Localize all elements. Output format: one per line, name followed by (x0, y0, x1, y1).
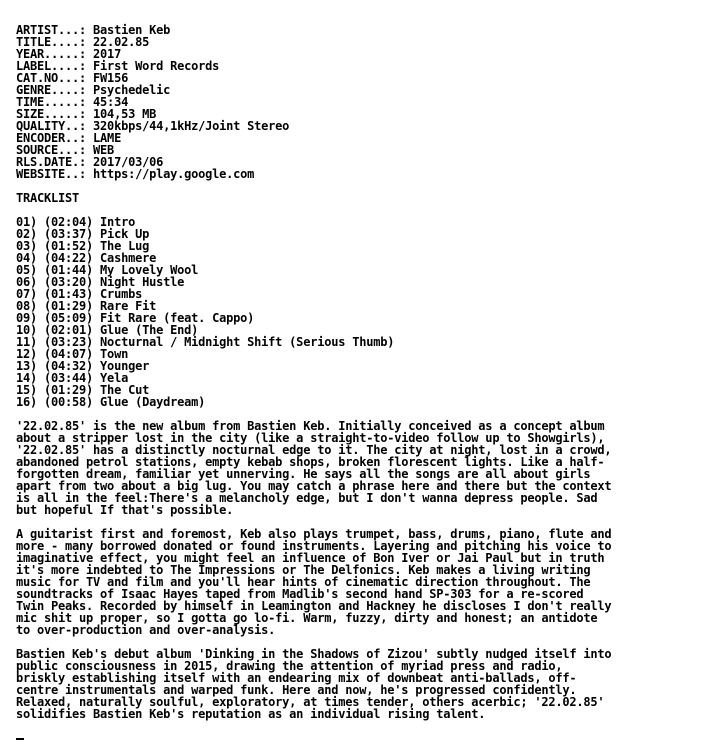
paragraph-line: to over-production and over-analysis. (16, 623, 276, 637)
paragraph-line: solidifies Bastien Keb's reputation as an individual rising talent. (16, 707, 486, 721)
description-paragraph-2 (16, 528, 704, 636)
track-row: 06) (03:20) Night Hustle (16, 275, 185, 289)
paragraph-line: about a stripper lost in the city (like a straight-to-video follow up to Showgirls), (16, 431, 605, 445)
paragraph-line: soundtracks of Isaac Hayes taped from Madlib's second hand SP-303 for a re-scored (16, 587, 584, 601)
paragraph-line: briskly establishing itself with an endearing mix of downbeat anti-ballads, off- (16, 671, 577, 685)
paragraph-line: imaginative effect, you might feel an influence of Bon Iver or Jai Paul but in truth (16, 551, 605, 565)
info-genre: GENRE....: Psychedelic (16, 83, 171, 97)
track-row: 13) (04:32) Younger (16, 359, 150, 373)
info-quality: QUALITY..: 320kbps/44,1kHz/Joint Stereo (16, 119, 290, 133)
tracklist-heading: TRACKLIST (16, 191, 80, 205)
description-paragraph-3 (16, 648, 704, 720)
info-artist: ARTIST...: Bastien Keb (16, 23, 171, 37)
paragraph-line: Bastien Keb's debut album 'Dinking in the Shadows of Zizou' subtly nudged itself into (16, 647, 612, 661)
track-row: 11) (03:23) Nocturnal / Midnight Shift (Serious Thumb) (16, 335, 395, 349)
track-row: 01) (02:04) Intro (16, 215, 136, 229)
info-size: SIZE.....: 104,53 MB (16, 107, 157, 121)
track-row: 14) (03:44) Yela (16, 371, 129, 385)
paragraph-line: music for TV and film and you'll hear hints of cinematic direction throughout. The (16, 575, 591, 589)
paragraph-line: abandoned petrol stations, empty kebab shops, broken florescent lights. Like a half- (16, 455, 605, 469)
paragraph-line: it's more indebted to The Impressions or The Delfonics. Keb makes a living writing (16, 563, 591, 577)
track-row: 16) (00:58) Glue (Daydream) (16, 395, 206, 409)
track-row: 10) (02:01) Glue (The End) (16, 323, 199, 337)
paragraph-line: A guitarist first and foremost, Keb also plays trumpet, bass, drums, piano, flute and (16, 527, 612, 541)
paragraph-line: more - many borrowed donated or found instruments. Layering and pitching his voice to (16, 539, 612, 553)
blank-line (16, 180, 704, 192)
track-row: 15) (01:29) The Cut (16, 383, 150, 397)
info-release-date: RLS.DATE.: 2017/03/06 (16, 155, 164, 169)
track-row: 07) (01:43) Crumbs (16, 287, 143, 301)
track-row: 04) (04:22) Cashmere (16, 251, 157, 265)
info-title: TITLE....: 22.02.85 (16, 35, 150, 49)
paragraph-line: centre instrumentals and warped funk. Here and now, he's progressed confidently. (16, 683, 577, 697)
info-label: LABEL....: First Word Records (16, 59, 220, 73)
paragraph-line: forgotten dream, familiar yet unnerving. He says all the songs are all about girls (16, 467, 591, 481)
paragraph-line: is all in the feel:There's a melancholy edge, but I don't wanna depress people. Sad (16, 491, 598, 505)
release-info (16, 24, 704, 180)
paragraph-line: apart from two about a big lug. You may catch a phrase here and there but the context (16, 479, 612, 493)
tracklist (16, 216, 704, 408)
paragraph-line: Relaxed, naturally soulful, exploratory, at times tender, others acerbic; '22.02.85' (16, 695, 605, 709)
info-website: WEBSITE..: https://play.google.com (16, 167, 255, 181)
track-row: 05) (01:44) My Lovely Wool (16, 263, 199, 277)
info-cat-no: CAT.NO...: FW156 (16, 71, 129, 85)
track-row: 12) (04:07) Town (16, 347, 129, 361)
paragraph-line: mic shit up proper, so I gotta go lo-fi. Warm, fuzzy, dirty and honest; an antidote (16, 611, 598, 625)
track-row: 03) (01:52) The Lug (16, 239, 150, 253)
description-paragraph-1 (16, 420, 704, 516)
info-source: SOURCE...: WEB (16, 143, 115, 157)
track-row: 09) (05:09) Fit Rare (feat. Cappo) (16, 311, 255, 325)
text-cursor (16, 738, 24, 740)
paragraph-line: Twin Peaks. Recorded by himself in Leamington and Hackney he discloses I don't really (16, 599, 612, 613)
paragraph-line: public consciousness in 2015, drawing the attention of myriad press and radio, (16, 659, 563, 673)
info-time: TIME.....: 45:34 (16, 95, 129, 109)
info-encoder: ENCODER..: LAME (16, 131, 122, 145)
paragraph-line: '22.02.85' is the new album from Bastien Keb. Initially conceived as a concept album (16, 419, 605, 433)
track-row: 08) (01:29) Rare Fit (16, 299, 157, 313)
track-row: 02) (03:37) Pick Up (16, 227, 150, 241)
paragraph-line: but hopeful If that's possible. (16, 503, 234, 517)
paragraph-line: '22.02.85' has a distinctly nocturnal edge to it. The city at night, lost in a crowd, (16, 443, 612, 457)
info-year: YEAR.....: 2017 (16, 47, 122, 61)
